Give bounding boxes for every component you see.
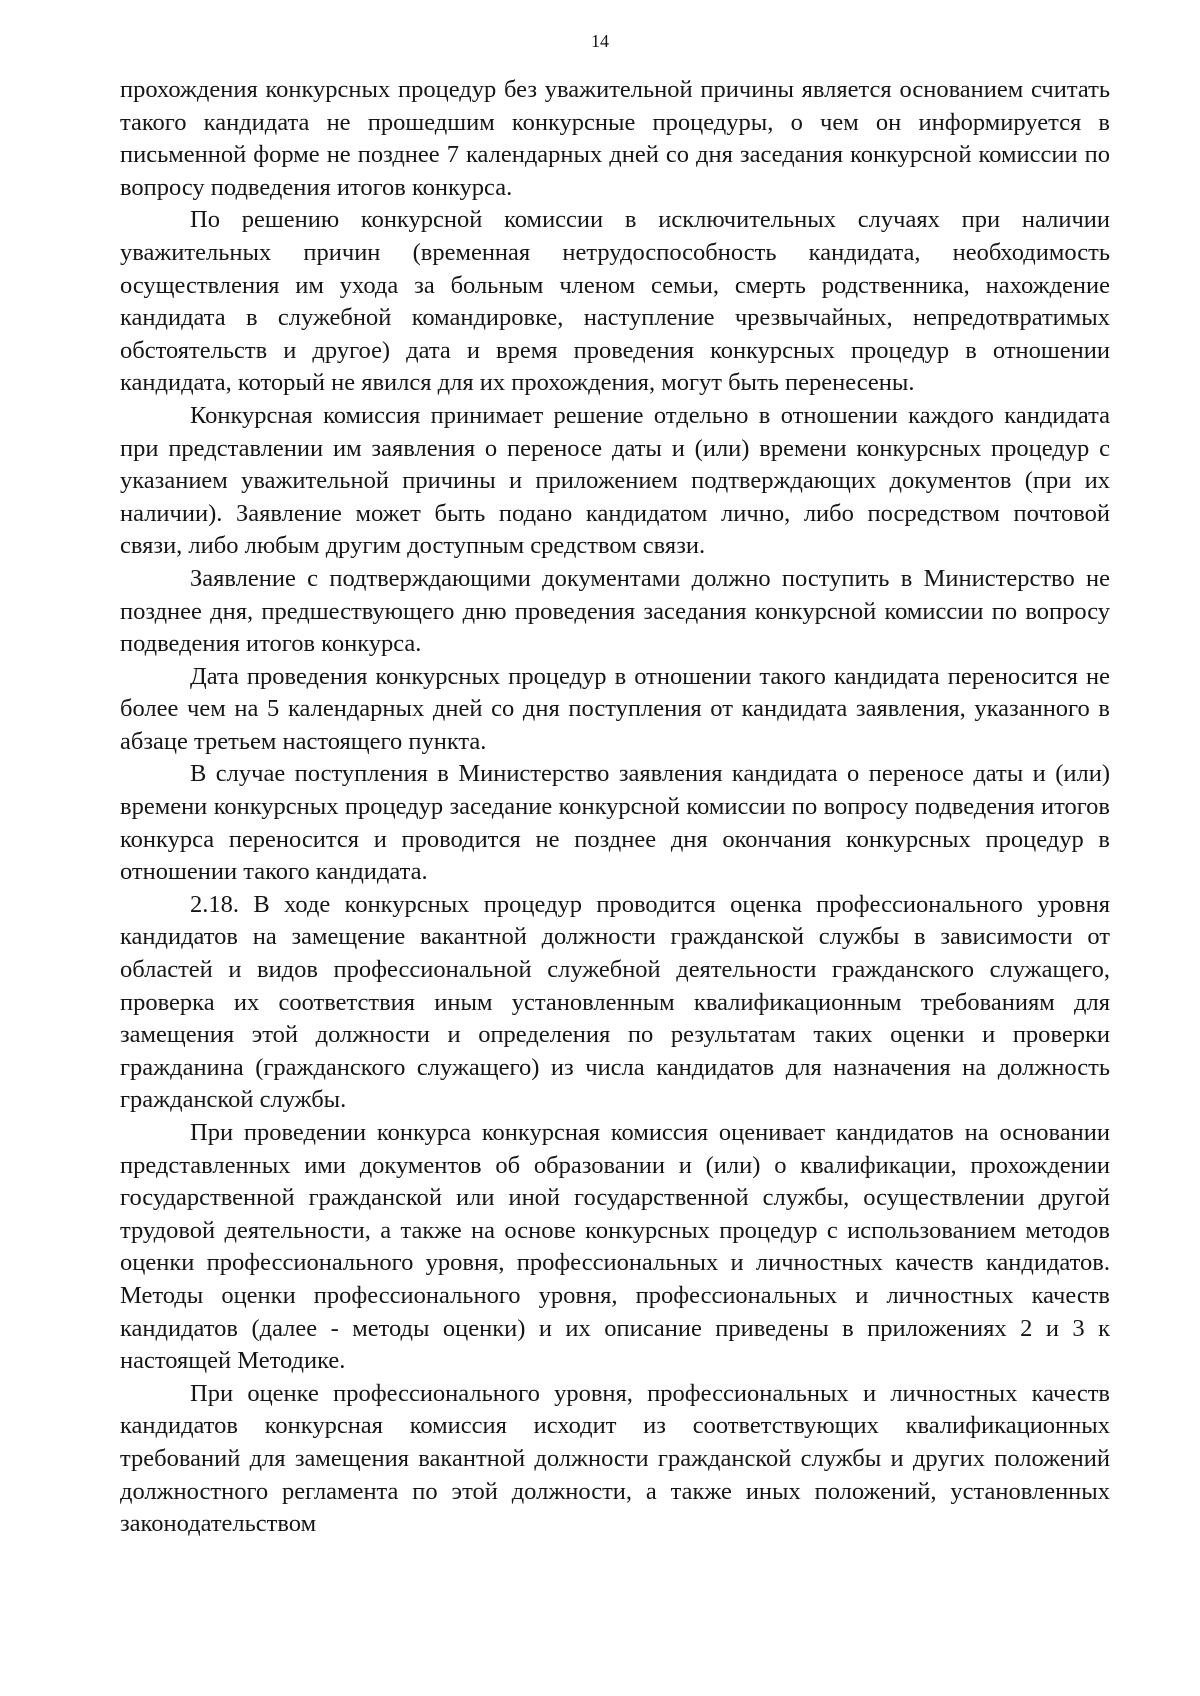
paragraph-postponement-decision: По решению конкурсной комиссии в исключительных случаях при наличии уважительных причин (временная нетрудоспособность кандидата, необходимость осуществления им ухода за больным членом семьи, смерть родственника, нахождение кандидата в служебной командировке, наступление чрезвычайных, непредотвратимых обстоятельств и другое) дата и время проведения конкурсных процедур в отношении кандидата, который не явился для их прохождения, могут быть перенесены. — [120, 206, 1110, 397]
paragraph-continuation: прохождения конкурсных процедур без уважительной причины является основанием считать такого кандидата не прошедшим конкурсные процедуры, о чем он информируется в письменной форме не позднее 7 календарных дней со дня заседания конкурсной комиссии по вопросу подведения итогов конкурса. — [120, 76, 1110, 201]
paragraph-evaluation-basis: При проведении конкурса конкурсная комиссия оценивает кандидатов на основании представленных ими документов об образовании и (или) о квалификации, прохождении государственной гражданской или иной государственной службы, осуществлении другой трудовой деятельности, а также на основе конкурсных процедур с использованием методов оценки профессионального уровня, профессиональных и личностных качеств кандидатов. Методы оценки профессионального уровня, профессиональных и личностных качеств кандидатов (далее - методы оценки) и их описание приведены в приложениях 2 и 3 к настоящей Методике. — [120, 1119, 1110, 1375]
paragraph-commission-decision: Конкурсная комиссия принимает решение отдельно в отношении каждого кандидата при представлении им заявления о переносе даты и (или) времени конкурсных процедур с указанием уважительной причины и приложением подтверждающих документов (при их наличии). Заявление может быть подано кандидатом лично, либо посредством почтовой связи, либо любым другим доступным средством связи. — [120, 401, 1110, 560]
paragraph-evaluation-criteria: При оценке профессионального уровня, профессиональных и личностных качеств кандидатов конкурсная комиссия исходит из соответствующих квалификационных требований для замещения вакантной должности гражданской службы и других положений должностного регламента по этой должности, а также иных положений, установленных законодательством — [120, 1379, 1110, 1538]
paragraph-postponement-limit: Дата проведения конкурсных процедур в отношении такого кандидата переносится не более чем на 5 календарных дней со дня поступления от кандидата заявления, указанного в абзаце третьем настоящего пункта. — [120, 662, 1110, 755]
paragraph-clause-2-18: 2.18. В ходе конкурсных процедур проводится оценка профессионального уровня кандидатов на замещение вакантной должности гражданской службы в зависимости от областей и видов профессиональной служебной деятельности гражданского служащего, проверка их соответствия иным установленным квалификационным требованиям для замещения этой должности и определения по результатам таких оценки и проверки гражданина (гражданского служащего) из числа кандидатов для назначения на должность гражданской службы. — [120, 890, 1110, 1114]
document-body — [120, 74, 1110, 1541]
paragraph-application-deadline: Заявление с подтверждающими документами должно поступить в Министерство не позднее дня, предшествующего дню проведения заседания конкурсной комиссии по вопросу подведения итогов конкурса. — [120, 564, 1110, 658]
paragraph-meeting-postponement: В случае поступления в Министерство заявления кандидата о переносе даты и (или) времени конкурсных процедур заседание конкурсной комиссии по вопросу подведения итогов конкурса переносится и проводится не позднее дня окончания конкурсных процедур в отношении такого кандидата. — [120, 760, 1110, 886]
page-number: 14 — [591, 31, 609, 51]
